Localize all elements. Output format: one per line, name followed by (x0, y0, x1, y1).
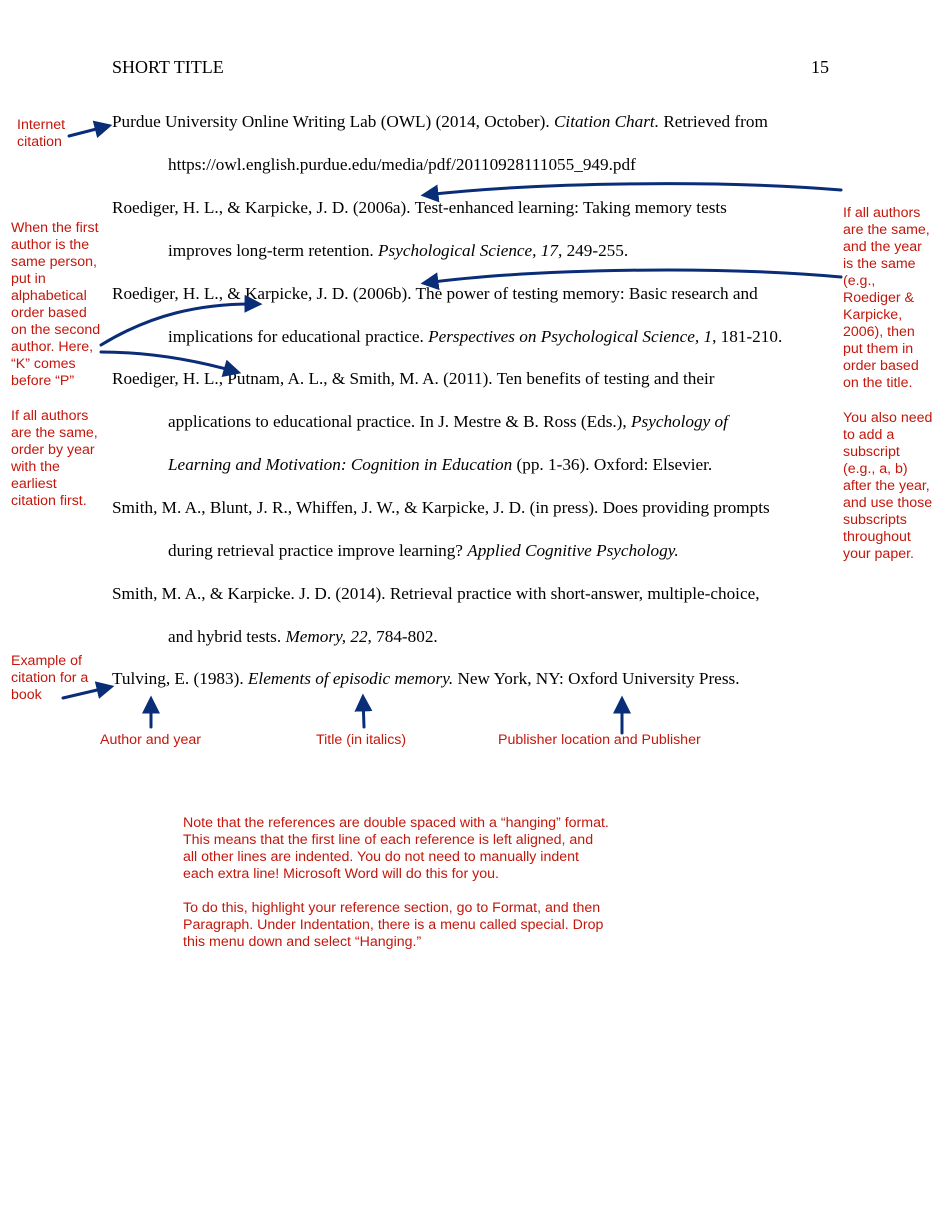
reference-2-line-1: Roediger, H. L., & Karpicke, J. D. (2006a). Test-enhanced learning: Taking memory tests (112, 198, 727, 217)
annotation-author-year: Author and year (100, 732, 201, 748)
reference-3-line-1: Roediger, H. L., & Karpicke, J. D. (2006b). The power of testing memory: Basic research and (112, 284, 758, 303)
annotation-order-by-year: If all authors are the same, order by year with the earliest citation first. (11, 408, 98, 509)
reference-5-line-1: Smith, M. A., Blunt, J. R., Whiffen, J. W., & Karpicke, J. D. (in press). Does providing prompts (112, 498, 770, 517)
arrow-same-year-2006a (425, 184, 841, 195)
reference-1-line-1: Purdue University Online Writing Lab (OWL) (2014, October). Citation Chart. Retrieved from (112, 112, 768, 131)
arrow-internet-citation (69, 126, 108, 136)
format-instructions-paragraph: To do this, highlight your reference section, go to Format, and then Paragraph. Under Indentation, there is a menu called special. Drop this menu down and select “Hanging.” (183, 900, 604, 950)
arrow-putnam (101, 352, 237, 372)
annotation-book-citation: Example of citation for a book (11, 653, 89, 703)
arrow-same-year-2006b (425, 270, 841, 283)
reference-1-line-2: https://owl.english.purdue.edu/media/pdf/20110928111055_949.pdf (168, 155, 636, 174)
arrow-title-italics (363, 698, 364, 727)
reference-2-line-2: improves long-term retention. Psychological Science, 17, 249-255. (168, 241, 629, 260)
reference-4-line-2: applications to educational practice. In J. Mestre & B. Ross (Eds.), Psychology of (168, 412, 728, 431)
reference-4-line-1: Roediger, H. L., Putnam, A. L., & Smith, M. A. (2011). Ten benefits of testing and their (112, 369, 715, 388)
arrow-book-citation (63, 687, 110, 698)
arrow-karpicke (101, 304, 258, 345)
reference-6-line-2: and hybrid tests. Memory, 22, 784-802. (168, 627, 438, 646)
page-number: 15 (811, 57, 829, 77)
annotation-subscript: You also need to add a subscript (e.g., a, b) after the year, and use those subscripts throughout your paper. (843, 410, 933, 562)
annotation-same-year: If all authors are the same, and the year is the same (e.g., Roediger & Karpicke, 2006), then put them in order based on the title. (843, 205, 930, 391)
annotation-title-italics: Title (in italics) (316, 732, 407, 748)
running-head: SHORT TITLE (112, 57, 224, 77)
annotation-internet-citation: Internet citation (17, 117, 66, 150)
reference-5-line-2: during retrieval practice improve learning? Applied Cognitive Psychology. (168, 541, 679, 560)
annotation-first-author: When the first author is the same person, put in alphabetical order based on the second author. Here, “K” comes before “P” (11, 220, 101, 389)
annotation-publisher: Publisher location and Publisher (498, 732, 701, 748)
reference-7-line-1: Tulving, E. (1983). Elements of episodic memory. New York, NY: Oxford University Press. (112, 669, 740, 688)
reference-4-line-3: Learning and Motivation: Cognition in Education (pp. 1-36). Oxford: Elsevier. (168, 455, 713, 474)
reference-6-line-1: Smith, M. A., & Karpicke. J. D. (2014). Retrieval practice with short-answer, multiple-choice, (112, 584, 760, 603)
reference-3-line-2: implications for educational practice. Perspectives on Psychological Science, 1, 181-210. (168, 327, 783, 346)
hanging-format-paragraph: Note that the references are double spaced with a “hanging” format. This means that the first line of each reference is left aligned, and all other lines are indented. You do not need to manually indent each extra line! Microsoft Word will do this for you. (183, 815, 609, 882)
